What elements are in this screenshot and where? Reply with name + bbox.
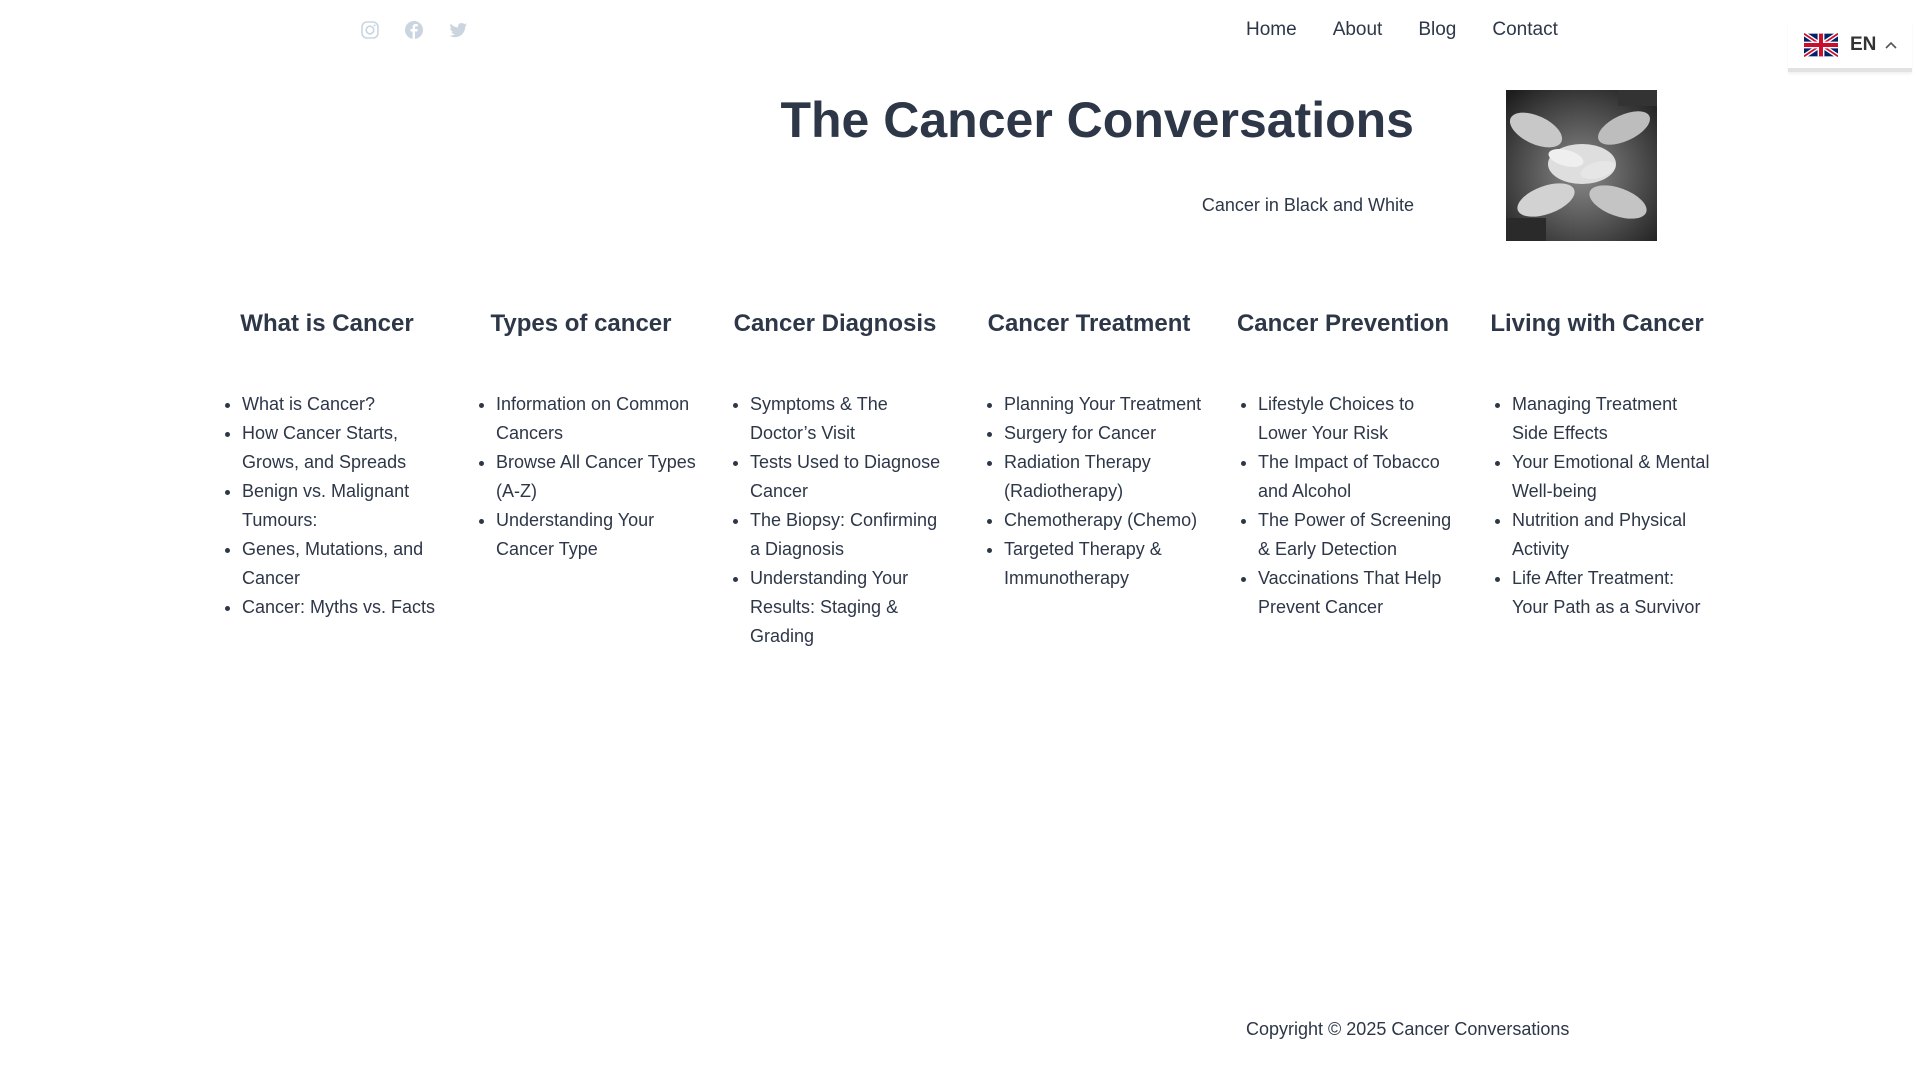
nav-home[interactable]: Home [1246, 19, 1297, 40]
list-item[interactable]: • The Biopsy: Confirming a Diagnosis [750, 506, 952, 564]
list-item[interactable]: • Targeted Therapy & Immunotherapy [1004, 535, 1206, 593]
nav-blog[interactable]: Blog [1418, 19, 1457, 40]
list-item[interactable]: • How Cancer Starts, Grows, and Spreads [242, 419, 444, 477]
list-item[interactable]: • Lifestyle Choices to Lower Your Risk [1258, 390, 1460, 448]
list-item[interactable]: • Browse All Cancer Types (A-Z) [496, 448, 698, 506]
site-tagline: Cancer in Black and White [1201, 195, 1414, 215]
list-item[interactable]: • What is Cancer? [242, 390, 444, 419]
main-nav [1246, 17, 1594, 43]
list-item[interactable]: • Information on Common Cancers [496, 390, 698, 448]
list-item[interactable]: • Radiation Therapy (Radiotherapy) [1004, 448, 1206, 506]
twitter-icon[interactable] [448, 20, 468, 40]
menu-column-what-is-cancer [200, 304, 454, 651]
instagram-icon[interactable] [360, 20, 380, 40]
link-list [1216, 390, 1470, 622]
column-heading[interactable]: Cancer Diagnosis [733, 310, 937, 337]
menu-column-living-with-cancer [1470, 304, 1724, 651]
list-item[interactable]: • Life After Treatment: Your Path as a Survivor [1512, 564, 1714, 622]
list-item[interactable]: • Genes, Mutations, and Cancer [242, 535, 444, 593]
link-list [200, 390, 454, 622]
language-switcher[interactable] [1788, 22, 1912, 72]
hands-together-image [1506, 90, 1657, 241]
list-item[interactable]: • Benign vs. Malignant Tumours: [242, 477, 444, 535]
list-item[interactable]: • Chemotherapy (Chemo) [1004, 506, 1206, 535]
chevron-up-icon [1884, 40, 1898, 50]
list-item[interactable]: • Nutrition and Physical Activity [1512, 506, 1714, 564]
topic-menu [200, 304, 1724, 651]
copyright-text: Copyright © 2025 Cancer Conversations [1246, 1019, 1570, 1039]
social-links [360, 20, 468, 40]
column-heading[interactable]: Living with Cancer [1490, 310, 1704, 337]
list-item[interactable]: • Managing Treatment Side Effects [1512, 390, 1714, 448]
nav-contact[interactable]: Contact [1492, 19, 1558, 40]
list-item[interactable]: • Cancer: Myths vs. Facts [242, 593, 444, 622]
column-heading[interactable]: Cancer Prevention [1236, 310, 1450, 337]
list-item[interactable]: • Understanding Your Cancer Type [496, 506, 698, 564]
menu-column-types-of-cancer [454, 304, 708, 651]
list-item[interactable]: • Surgery for Cancer [1004, 419, 1206, 448]
list-item[interactable]: • The Impact of Tobacco and Alcohol [1258, 448, 1460, 506]
list-item[interactable]: • Vaccinations That Help Prevent Cancer [1258, 564, 1460, 622]
list-item[interactable]: • Your Emotional & Mental Well-being [1512, 448, 1714, 506]
link-list [708, 390, 962, 651]
column-heading[interactable]: What is Cancer [240, 310, 414, 337]
menu-column-cancer-treatment [962, 304, 1216, 651]
nav-about[interactable]: About [1332, 19, 1383, 40]
list-item[interactable]: • Tests Used to Diagnose Cancer [750, 448, 952, 506]
link-list [962, 390, 1216, 593]
list-item[interactable]: • The Power of Screening & Early Detection [1258, 506, 1460, 564]
link-list [454, 390, 708, 564]
site-title[interactable]: The Cancer Conversations [780, 92, 1414, 148]
link-list [1470, 390, 1724, 622]
list-item[interactable]: • Planning Your Treatment [1004, 390, 1206, 419]
uk-flag-icon [1804, 33, 1838, 57]
list-item[interactable]: • Symptoms & The Doctor’s Visit [750, 390, 952, 448]
menu-column-cancer-prevention [1216, 304, 1470, 651]
column-heading[interactable]: Cancer Treatment [987, 310, 1191, 337]
menu-column-cancer-diagnosis [708, 304, 962, 651]
list-item[interactable]: • Understanding Your Results: Staging & Grading [750, 564, 952, 651]
column-heading[interactable]: Types of cancer [490, 310, 672, 337]
facebook-icon[interactable] [404, 20, 424, 40]
language-code: EN [1850, 34, 1877, 55]
